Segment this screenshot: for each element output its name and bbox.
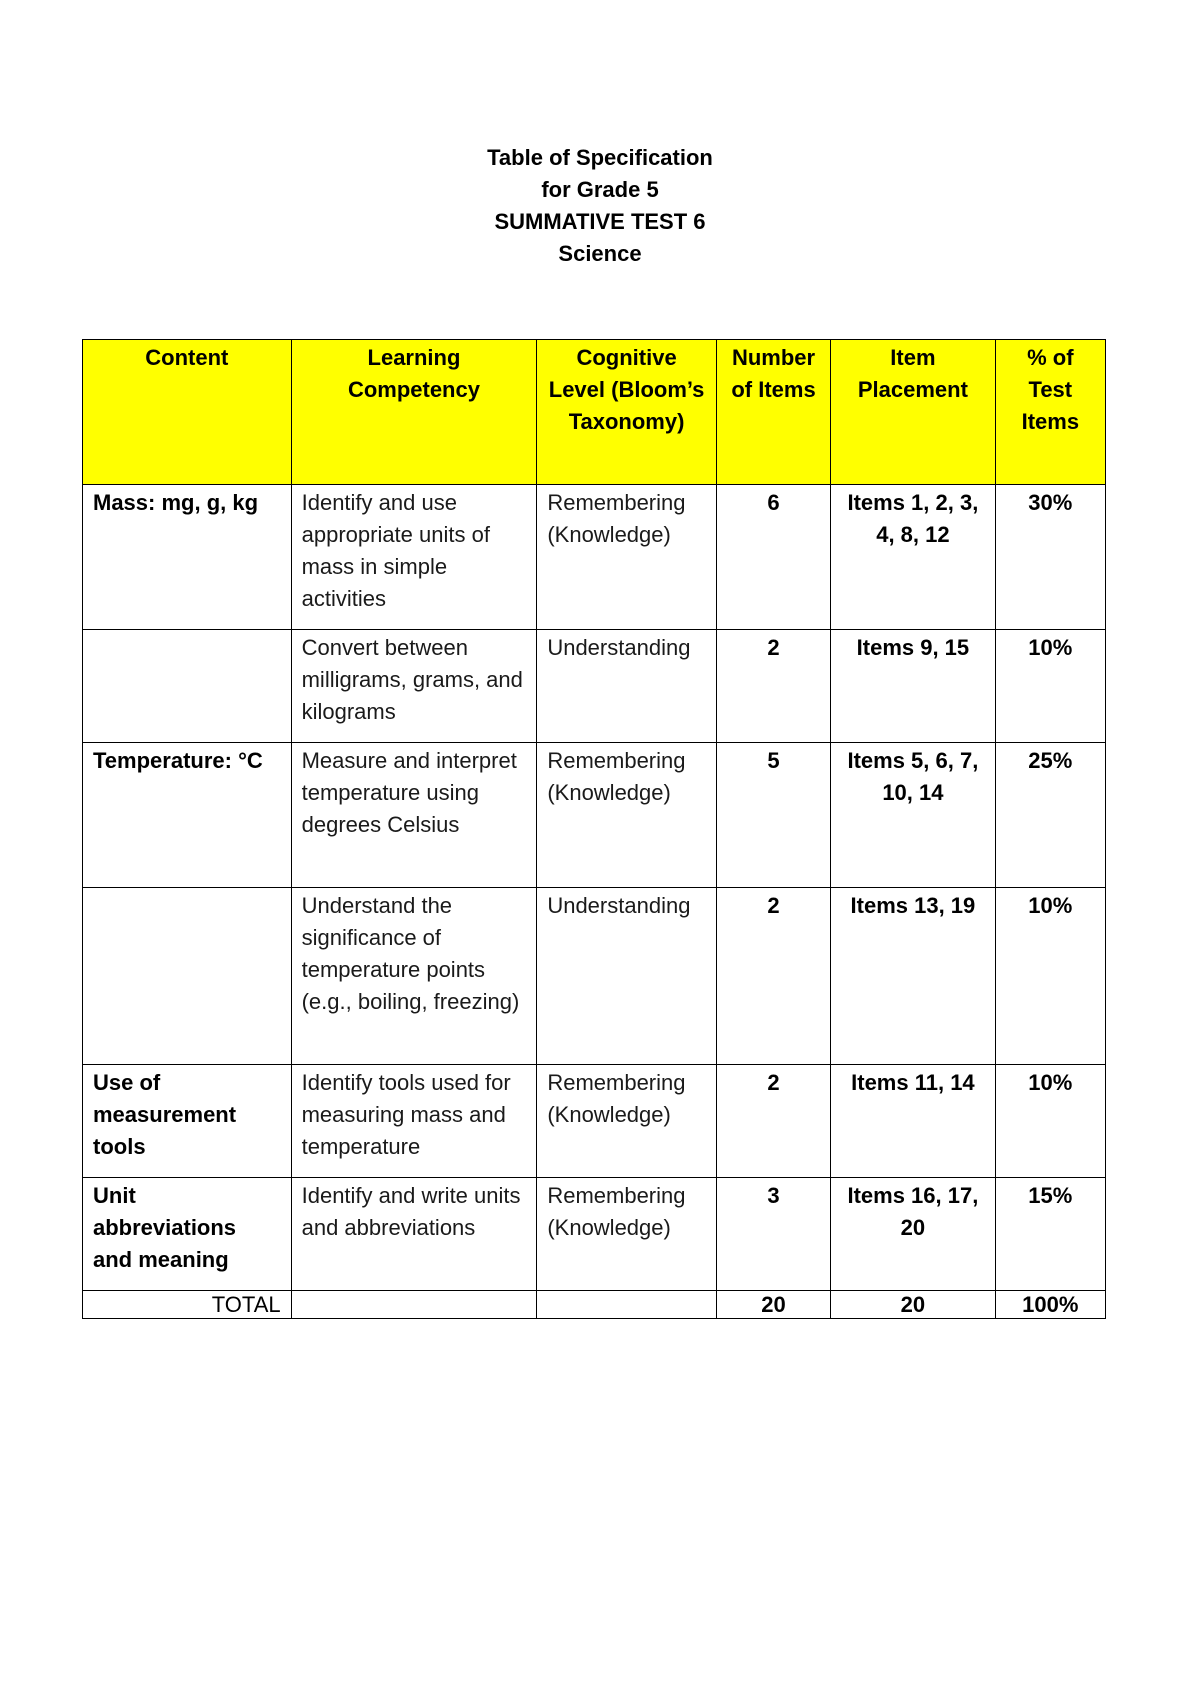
table-row [83, 1178, 1106, 1291]
percent-cell: 10% [995, 630, 1105, 743]
document-title [0, 142, 1200, 270]
title-line-4: Science [558, 241, 642, 266]
content-cell: Use of measurement tools [83, 1065, 292, 1178]
cognitive-level-cell: Understanding [537, 630, 717, 743]
total-percent: 100% [995, 1291, 1105, 1319]
number-of-items-cell: 6 [716, 485, 830, 630]
header-percent-of-test-items: % of Test Items [995, 340, 1105, 485]
competency-cell: Identify tools used for measuring mass and temperature [291, 1065, 537, 1178]
total-competency-cell [291, 1291, 537, 1319]
header-item-placement: Item Placement [831, 340, 995, 485]
header-row [83, 340, 1106, 485]
cognitive-level-cell: Remembering (Knowledge) [537, 1178, 717, 1291]
total-cognitive-cell [537, 1291, 717, 1319]
item-placement-cell: Items 9, 15 [831, 630, 995, 743]
content-cell: Unit abbreviations and meaning [83, 1178, 292, 1291]
content-cell [83, 888, 292, 1065]
percent-cell: 15% [995, 1178, 1105, 1291]
total-row [83, 1291, 1106, 1319]
cognitive-level-cell: Remembering (Knowledge) [537, 1065, 717, 1178]
item-placement-cell: Items 1, 2, 3, 4, 8, 12 [831, 485, 995, 630]
cognitive-level-cell: Understanding [537, 888, 717, 1065]
content-cell [83, 630, 292, 743]
item-placement-cell: Items 11, 14 [831, 1065, 995, 1178]
number-of-items-cell: 2 [716, 888, 830, 1065]
percent-cell: 30% [995, 485, 1105, 630]
competency-cell: Identify and use appropriate units of mass in simple activities [291, 485, 537, 630]
title-line-3: SUMMATIVE TEST 6 [494, 209, 706, 234]
number-of-items-cell: 3 [716, 1178, 830, 1291]
header-cognitive-level: Cognitive Level (Bloom’s Taxonomy) [537, 340, 717, 485]
title-line-1: Table of Specification [487, 145, 713, 170]
competency-cell: Identify and write units and abbreviations [291, 1178, 537, 1291]
percent-cell: 25% [995, 743, 1105, 888]
header-content: Content [83, 340, 292, 485]
table-row [83, 743, 1106, 888]
competency-cell: Understand the significance of temperature points (e.g., boiling, freezing) [291, 888, 537, 1065]
header-number-of-items: Number of Items [716, 340, 830, 485]
cognitive-level-cell: Remembering (Knowledge) [537, 743, 717, 888]
item-placement-cell: Items 5, 6, 7, 10, 14 [831, 743, 995, 888]
cognitive-level-cell: Remembering (Knowledge) [537, 485, 717, 630]
table-row [83, 1065, 1106, 1178]
number-of-items-cell: 2 [716, 630, 830, 743]
total-number-of-items: 20 [716, 1291, 830, 1319]
total-label: TOTAL [83, 1291, 292, 1319]
percent-cell: 10% [995, 1065, 1105, 1178]
content-cell: Mass: mg, g, kg [83, 485, 292, 630]
item-placement-cell: Items 13, 19 [831, 888, 995, 1065]
percent-cell: 10% [995, 888, 1105, 1065]
table-row [83, 630, 1106, 743]
content-cell: Temperature: °C [83, 743, 292, 888]
table-row [83, 888, 1106, 1065]
competency-cell: Convert between milligrams, grams, and kilograms [291, 630, 537, 743]
specification-table [82, 339, 1106, 1319]
competency-cell: Measure and interpret temperature using degrees Celsius [291, 743, 537, 888]
total-item-placement: 20 [831, 1291, 995, 1319]
title-line-2: for Grade 5 [541, 177, 659, 202]
number-of-items-cell: 5 [716, 743, 830, 888]
item-placement-cell: Items 16, 17, 20 [831, 1178, 995, 1291]
table-row [83, 485, 1106, 630]
number-of-items-cell: 2 [716, 1065, 830, 1178]
header-learning-competency: Learning Competency [291, 340, 537, 485]
